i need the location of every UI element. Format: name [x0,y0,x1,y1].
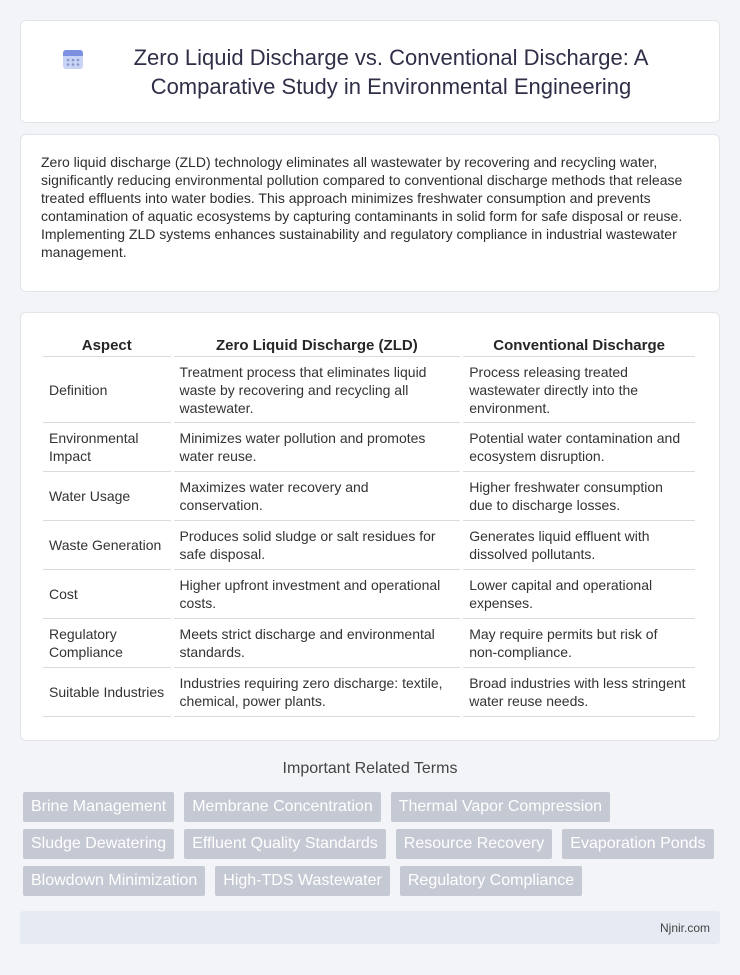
table-row [43,619,695,668]
table-row [43,423,695,472]
table-row [43,521,695,570]
aspect-cell: Environmental Impact [43,423,171,472]
tag-evaporation-ponds[interactable]: Evaporation Ponds [562,829,713,859]
conventional-cell: Process releasing treated wastewater directly into the environment. [463,357,695,423]
footer [20,911,720,944]
aspect-cell: Cost [43,570,171,619]
aspect-cell: Definition [43,357,171,423]
related-terms-list [20,792,720,903]
tag-resource-recovery[interactable]: Resource Recovery [396,829,553,859]
calendar-icon [61,47,85,71]
conventional-cell: Generates liquid effluent with dissolved pollutants. [463,521,695,570]
zld-cell: Produces solid sludge or salt residues for safe disposal. [174,521,461,570]
aspect-cell: Water Usage [43,472,171,521]
column-header-conventional: Conventional Discharge [463,333,695,357]
related-terms-heading: Important Related Terms [282,760,458,777]
column-header-zld: Zero Liquid Discharge (ZLD) [174,333,461,357]
zld-cell: Higher upfront investment and operational costs. [174,570,461,619]
tag-regulatory-compliance[interactable]: Regulatory Compliance [400,866,582,896]
aspect-cell: Suitable Industries [43,668,171,717]
page-title: Zero Liquid Discharge vs. Conventional Discharge: A Comparative Study in Environmental Engineering [133,44,649,99]
table-header-row [43,333,695,357]
tag-row [20,792,720,822]
zld-cell: Industries requiring zero discharge: textile, chemical, power plants. [174,668,461,717]
conventional-cell: Potential water contamination and ecosystem disruption. [463,423,695,472]
tag-high-tds-wastewater[interactable]: High-TDS Wastewater [215,866,390,896]
aspect-cell: Regulatory Compliance [43,619,171,668]
zld-cell: Maximizes water recovery and conservation. [174,472,461,521]
title-card [20,20,720,123]
tag-row [20,829,720,859]
tag-effluent-quality-standards[interactable]: Effluent Quality Standards [184,829,386,859]
tag-blowdown-minimization[interactable]: Blowdown Minimization [23,866,205,896]
zld-cell: Minimizes water pollution and promotes water reuse. [174,423,461,472]
table-row [43,472,695,521]
table-row [43,668,695,717]
zld-cell: Meets strict discharge and environmental standards. [174,619,461,668]
tag-thermal-vapor-compression[interactable]: Thermal Vapor Compression [391,792,610,822]
tag-brine-management[interactable]: Brine Management [23,792,174,822]
comparison-table-card [20,312,720,741]
zld-cell: Treatment process that eliminates liquid waste by recovering and recycling all wastewater. [174,357,461,423]
tag-sludge-dewatering[interactable]: Sludge Dewatering [23,829,174,859]
table-row [43,570,695,619]
conventional-cell: Higher freshwater consumption due to discharge losses. [463,472,695,521]
table-row [43,357,695,423]
intro-paragraph: Zero liquid discharge (ZLD) technology eliminates all wastewater by recovering and recycling water, significantly reducing environmental pollution compared to conventional discharge methods that release treated effluents into water bodies. This approach minimizes freshwater consumption and prevents contamination of aquatic ecosystems by capturing contaminants in solid form for safe disposal or reuse. Implementing ZLD systems enhances sustainability and regulatory compliance in industrial wastewater management. [41,154,683,260]
intro-card [20,134,720,292]
conventional-cell: Broad industries with less stringent water reuse needs. [463,668,695,717]
tag-row [20,866,720,896]
conventional-cell: Lower capital and operational expenses. [463,570,695,619]
footer-brand: Njnir.com [659,920,710,935]
aspect-cell: Waste Generation [43,521,171,570]
conventional-cell: May require permits but risk of non-compliance. [463,619,695,668]
column-header-aspect: Aspect [43,333,171,357]
tag-membrane-concentration[interactable]: Membrane Concentration [184,792,381,822]
comparison-table [40,333,698,717]
